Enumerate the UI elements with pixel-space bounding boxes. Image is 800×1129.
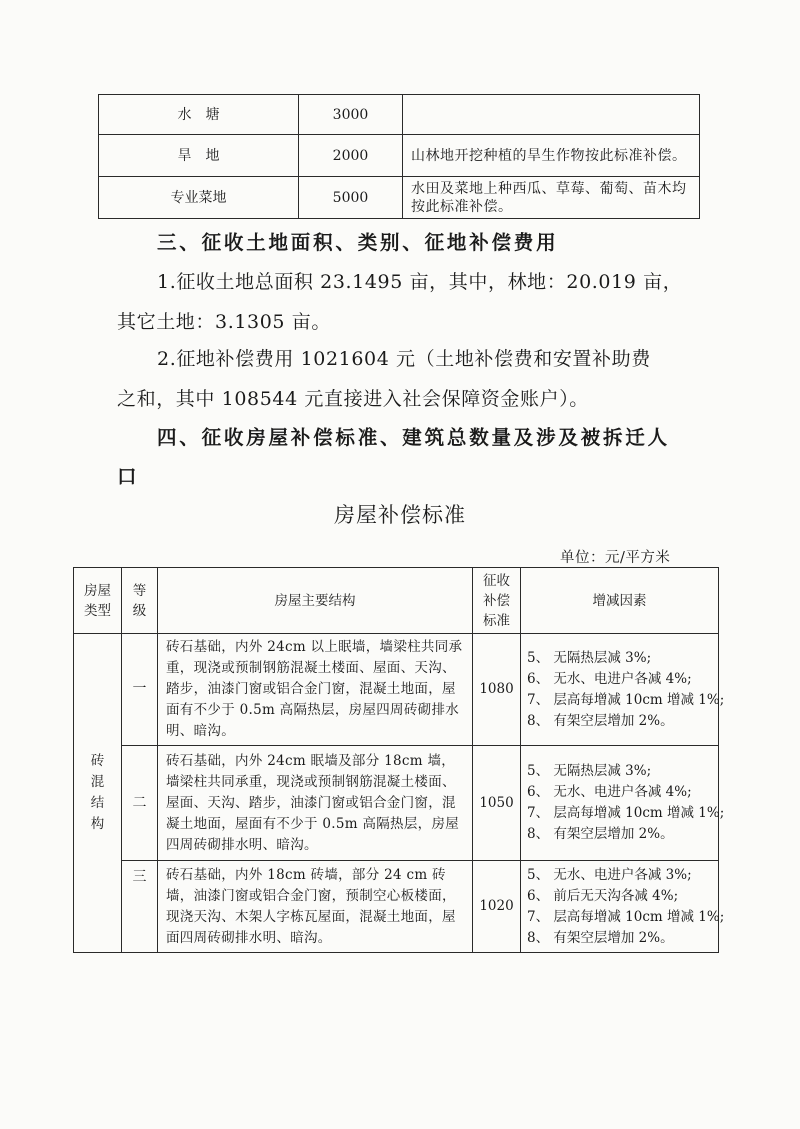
land-note-cell: 水田及菜地上种西瓜、草莓、葡萄、苗木均按此标准补偿。 [403, 177, 700, 219]
price-cell: 1080 [473, 634, 521, 746]
factor-item: 5、 无隔热层减 3%; [527, 763, 652, 779]
type-char: 砖 [90, 753, 105, 769]
factor-item: 8、 有架空层增加 2%。 [527, 826, 674, 842]
factor-item: 6、 无水、电进户各减 4%; [527, 670, 692, 687]
land-type-cell: 旱 地 [99, 135, 299, 177]
house-type-cell [74, 634, 122, 953]
header-house-type [74, 568, 122, 634]
house-table-title: 房屋补偿标准 [334, 503, 466, 527]
type-char: 混 [90, 774, 105, 790]
header-grade [122, 568, 158, 634]
section4-heading-line1: 四、征收房屋补偿标准、建筑总数量及涉及被拆迁人 [157, 426, 670, 449]
header-text: 等 [132, 582, 147, 599]
section3-para1-line1: 1.征收土地总面积 23.1495 亩，其中，林地：20.019 亩， [157, 271, 683, 293]
header-structure: 房屋主要结构 [158, 568, 473, 634]
header-text: 征收 [483, 572, 510, 589]
header-text: 补偿 [483, 592, 510, 609]
header-text: 级 [132, 602, 147, 619]
grade-cell: 一 [122, 634, 158, 746]
header-factors: 增减因素 [521, 568, 719, 634]
grade-cell: 二 [122, 746, 158, 861]
section3-heading: 三、征收土地面积、类别、征地补偿费用 [157, 231, 559, 254]
section3-para2-line1: 2.征地补偿费用 1021604 元（土地补偿费和安置补助费 [157, 348, 651, 370]
header-text: 房屋 [84, 582, 111, 599]
land-compensation-table [98, 94, 700, 219]
land-note-cell [403, 95, 700, 135]
table-row [99, 95, 700, 135]
table-row [74, 746, 719, 861]
land-price-cell: 3000 [299, 95, 403, 135]
factors-cell [521, 861, 725, 953]
table-row [99, 177, 700, 219]
type-char: 结 [90, 795, 105, 811]
factor-item: 7、 层高每增减 10cm 增减 1%; [527, 908, 725, 925]
section3-para1-line2: 其它土地：3.1305 亩。 [117, 311, 331, 333]
table-row [99, 135, 700, 177]
land-price-cell: 2000 [299, 135, 403, 177]
unit-label: 单位：元/平方米 [560, 550, 671, 566]
land-price-cell: 5000 [299, 177, 403, 219]
section3-para2-line2: 之和，其中 108544 元直接进入社会保障资金账户）。 [117, 388, 589, 410]
header-price [473, 568, 521, 634]
table-row [74, 861, 719, 953]
type-char: 构 [90, 816, 105, 832]
factors-cell [521, 634, 725, 746]
structure-cell: 砖石基础，内外 24cm 以上眠墙，墙梁柱共同承重，现浇或预制钢筋混凝土楼面、屋面、天沟、踏步，油漆门窗或铝合金门窗，混凝土地面，屋面有不少于 0.5m 高隔热层，房屋四周砖砌排水明、暗沟。 [158, 634, 473, 746]
section4-heading-line2: 口 [117, 465, 140, 488]
structure-cell: 砖石基础，内外 18cm 砖墙，部分 24 cm 砖墙，油漆门窗或铝合金门窗，预制空心板楼面，现浇天沟、木架人字栋瓦屋面，混凝土地面，屋面四周砖砌排水明、暗沟。 [158, 861, 473, 953]
land-type-cell: 专业菜地 [99, 177, 299, 219]
factor-item: 7、 层高每增减 10cm 增减 1%; [527, 805, 725, 821]
grade-cell: 三 [122, 861, 158, 953]
header-text: 类型 [84, 602, 111, 619]
land-note-cell: 山林地开挖种植的旱生作物按此标准补偿。 [403, 135, 700, 177]
land-type-cell: 水 塘 [99, 95, 299, 135]
factors-cell [521, 746, 725, 861]
factor-item: 8、 有架空层增加 2%。 [527, 712, 674, 729]
factor-item: 5、 无水、电进户各减 3%; [527, 866, 692, 883]
factor-item: 7、 层高每增减 10cm 增减 1%; [527, 691, 725, 708]
house-compensation-table [73, 567, 725, 953]
table-row [74, 634, 719, 746]
price-cell: 1020 [473, 861, 521, 953]
table-header-row [74, 568, 719, 634]
structure-cell: 砖石基础，内外 24cm 眠墙及部分 18cm 墙，墙梁柱共同承重，现浇或预制钢筋混凝土楼面、屋面、天沟、踏步，油漆门窗或铝合金门窗，混凝土地面，屋面有不少于 0.5m 高隔热层，房屋四周砖砌排水明、暗沟。 [158, 746, 473, 861]
price-cell: 1050 [473, 746, 521, 861]
factor-item: 6、 前后无天沟各减 4%; [527, 887, 679, 904]
factor-item: 6、 无水、电进户各减 4%; [527, 784, 692, 800]
factor-item: 5、 无隔热层减 3%; [527, 649, 652, 666]
header-text: 标准 [483, 612, 510, 629]
factor-item: 8、 有架空层增加 2%。 [527, 929, 674, 946]
